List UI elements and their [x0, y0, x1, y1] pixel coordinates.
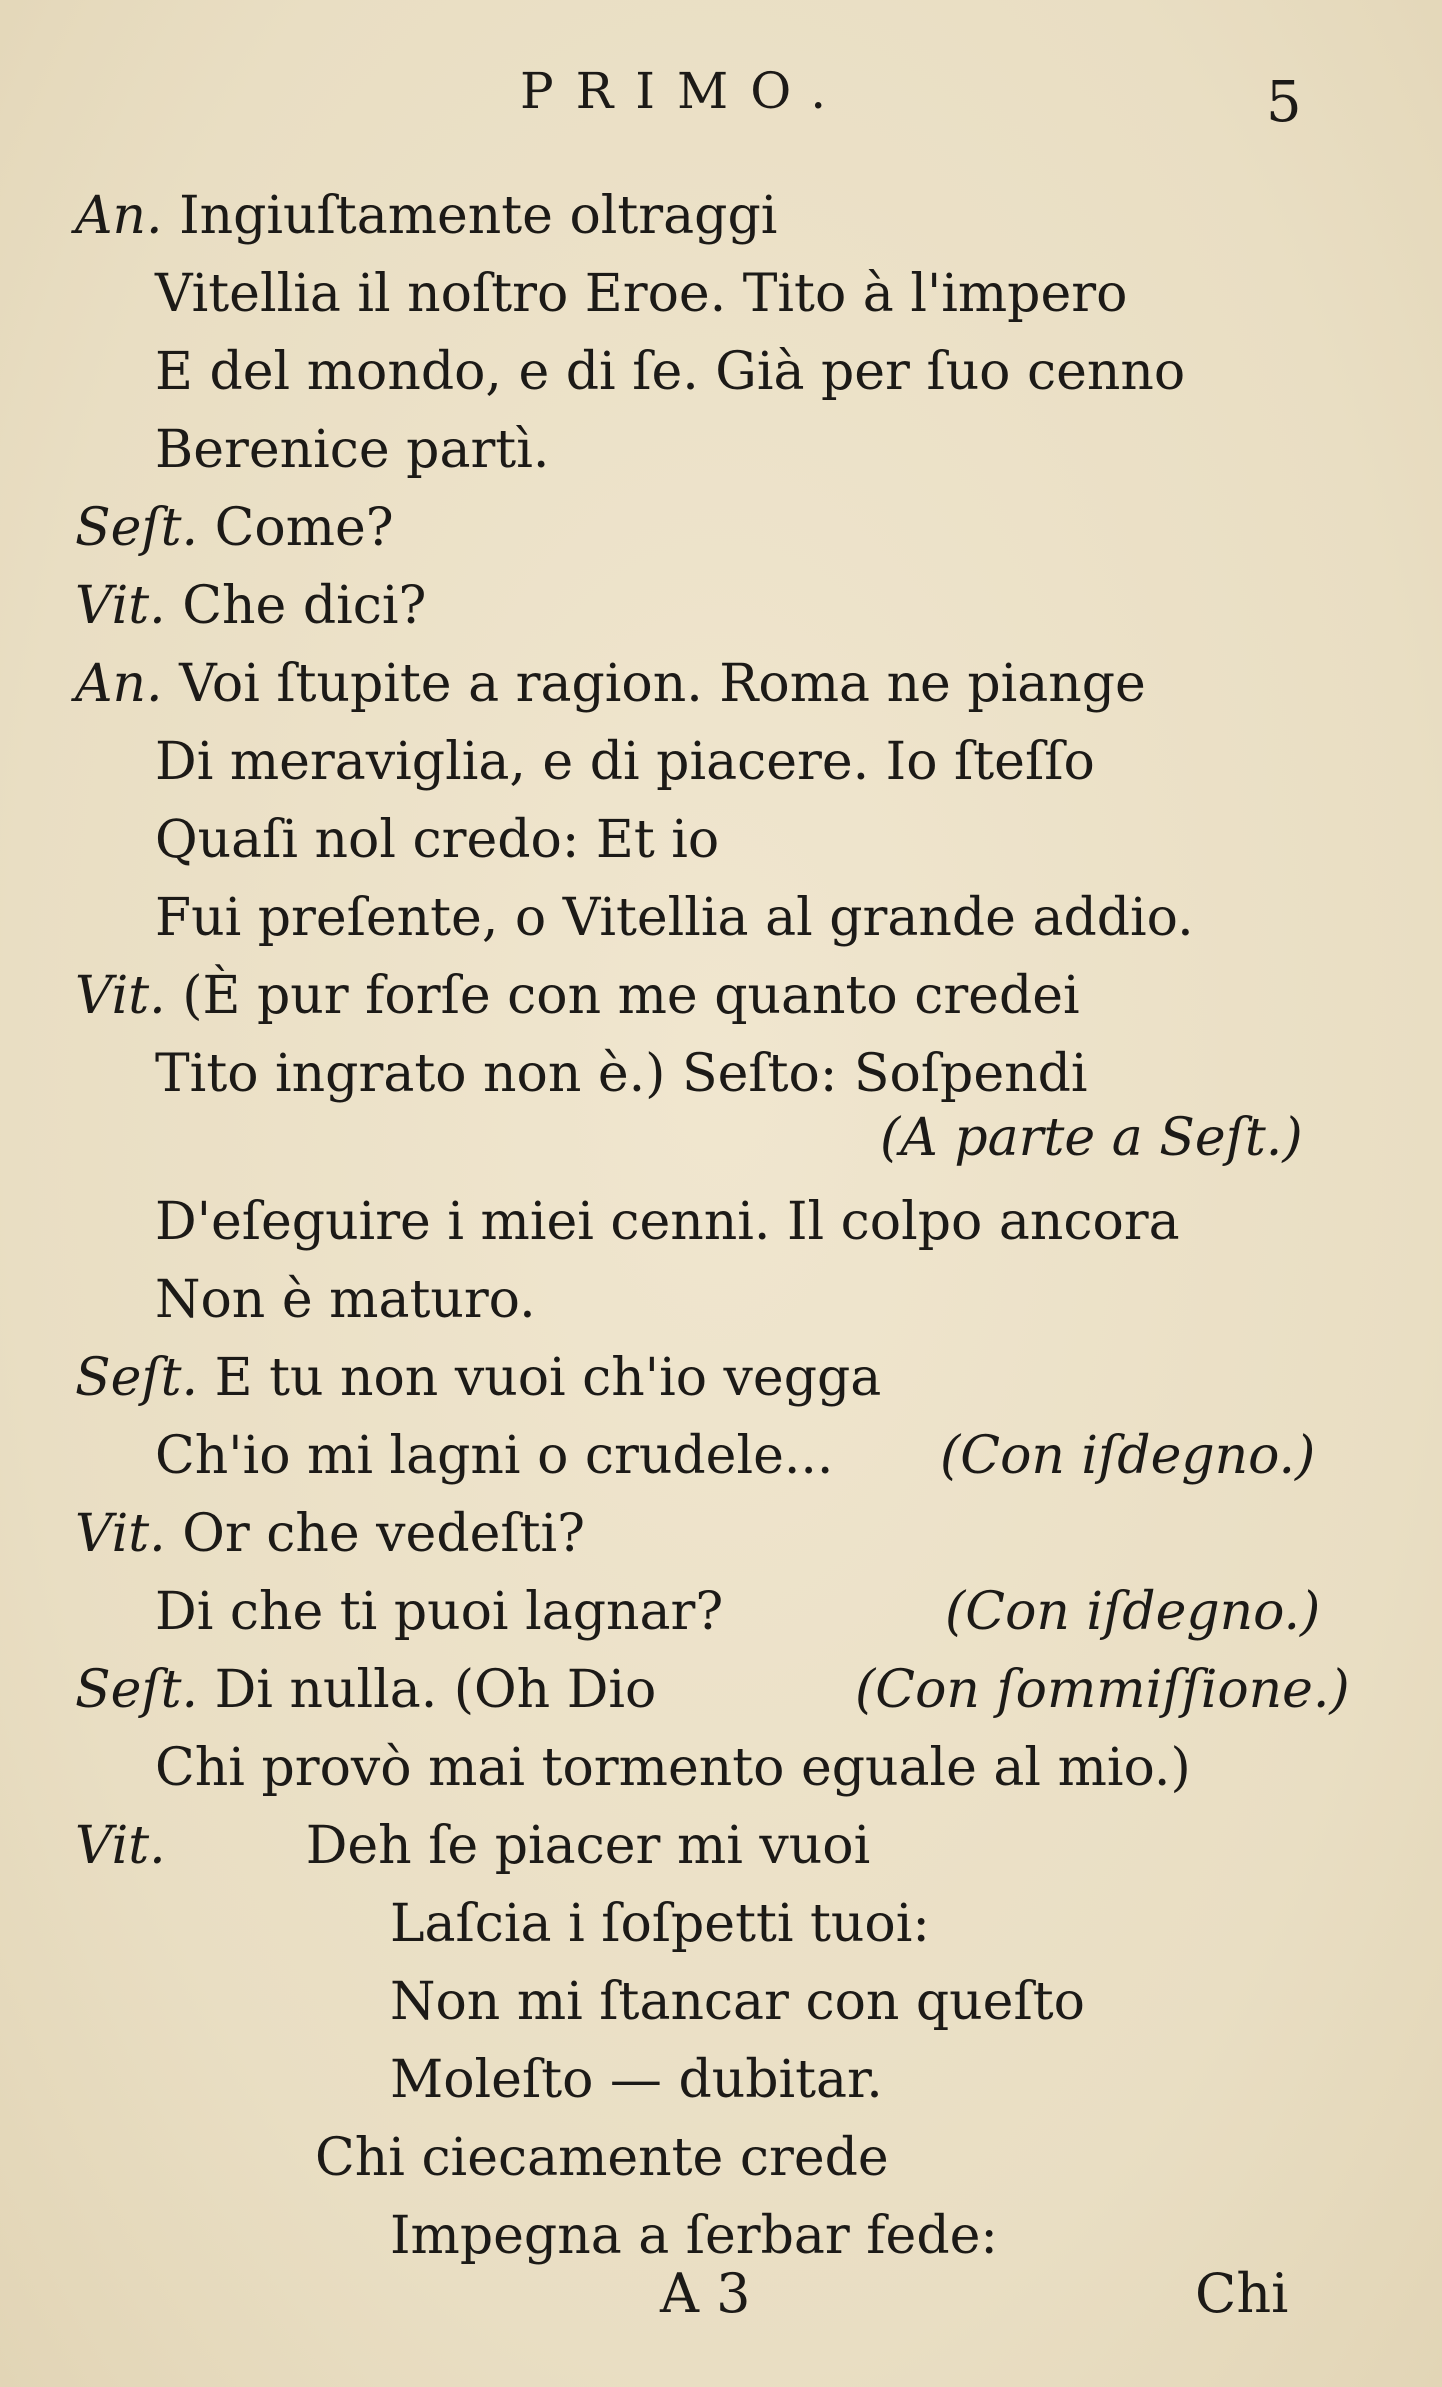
- speaker-line: [75, 654, 1146, 714]
- speaker-line: [75, 966, 1080, 1026]
- speaker-name: Seſt.: [75, 1348, 199, 1408]
- verse-line: E del mondo, e di ſe. Già per ſuo cenno: [155, 342, 1186, 402]
- speaker-line: [75, 1504, 586, 1564]
- dialogue-text: Come?: [214, 498, 394, 558]
- speaker-name: Vit.: [75, 576, 166, 636]
- verse-line: [155, 1426, 834, 1486]
- stage-direction: (Con iſdegno.): [945, 1582, 1321, 1642]
- catchword: Chi: [1195, 2262, 1289, 2325]
- dialogue-text: E tu non vuoi ch'io vegga: [214, 1348, 882, 1408]
- dialogue-text: Deh ſe piacer mi vuoi: [305, 1816, 871, 1876]
- verse-line: Quaſi nol credo: Et io: [155, 810, 720, 870]
- speaker-line: [75, 186, 778, 246]
- verse-line: Chi ciecamente crede: [315, 2128, 889, 2188]
- verse-line: D'eſeguire i miei cenni. Il colpo ancora: [155, 1192, 1180, 1252]
- verse-line: Moleſto — dubitar.: [390, 2050, 883, 2110]
- verse-line: Fui preſente, o Vitellia al grande addio.: [155, 888, 1194, 948]
- dialogue-text: Ingiuſtamente oltraggi: [179, 186, 778, 246]
- speaker-name: Seſt.: [75, 1660, 199, 1720]
- verse-line: Di che ti puoi lagnar?: [155, 1582, 724, 1642]
- speaker-line: [75, 1816, 871, 1876]
- verse-line: Laſcia i ſoſpetti tuoi:: [390, 1894, 930, 1954]
- speaker-name: An.: [75, 654, 163, 714]
- verse-line: Non è maturo.: [155, 1270, 536, 1330]
- dialogue-text: Or che vedeſti?: [182, 1504, 586, 1564]
- speaker-line: [75, 1660, 657, 1720]
- speaker-name: An.: [75, 186, 163, 246]
- speaker-line: [75, 576, 427, 636]
- verse-line: Chi provò mai tormento eguale al mio.): [155, 1738, 1191, 1798]
- dialogue-text: Ch'io mi lagni o crudele...: [155, 1426, 834, 1486]
- dialogue-text: Voi ſtupite a ragion. Roma ne piange: [179, 654, 1146, 714]
- signature-mark: A 3: [660, 2262, 751, 2325]
- page-number: 5: [1266, 70, 1302, 135]
- verse-line: Vitellia il noſtro Eroe. Tito à l'impero: [155, 264, 1128, 324]
- stage-direction: (A parte a Seſt.): [880, 1108, 1303, 1168]
- speaker-line: [75, 498, 394, 558]
- dialogue-text: Di nulla. (Oh Dio: [214, 1660, 657, 1720]
- speaker-name: Seſt.: [75, 498, 199, 558]
- stage-direction: (Con iſdegno.): [940, 1426, 1316, 1486]
- dialogue-text: (È pur forſe con me quanto credei: [182, 966, 1080, 1026]
- verse-line: Di meraviglia, e di piacere. Io ſteſſo: [155, 732, 1095, 792]
- verse-line: Non mi ſtancar con queſto: [390, 1972, 1085, 2032]
- verse-line: Berenice partì.: [155, 420, 550, 480]
- speaker-name: Vit.: [75, 1504, 166, 1564]
- speaker-name: Vit.: [75, 1816, 166, 1876]
- speaker-name: Vit.: [75, 966, 166, 1026]
- speaker-line: [75, 1348, 882, 1408]
- dialogue-text: Che dici?: [182, 576, 427, 636]
- verse-line: Tito ingrato non è.) Seſto: Soſpendi: [155, 1044, 1088, 1104]
- running-title: PRIMO.: [520, 62, 849, 120]
- verse-line: Impegna a ſerbar fede:: [390, 2206, 998, 2266]
- stage-direction: (Con ſommiſſione.): [855, 1660, 1350, 1720]
